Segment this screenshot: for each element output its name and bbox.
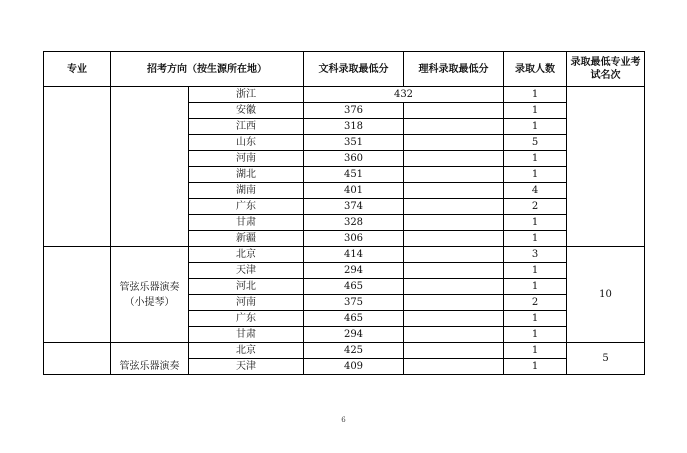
arts-score-cell: 360 (304, 151, 404, 167)
page-number: 6 (341, 416, 346, 424)
science-score-cell (404, 167, 504, 183)
science-score-cell (404, 215, 504, 231)
science-score-cell (404, 183, 504, 199)
count-cell: 1 (504, 151, 567, 167)
science-score-cell (404, 231, 504, 247)
science-score-cell (404, 327, 504, 343)
province-cell: 北京 (189, 343, 304, 359)
count-cell: 1 (504, 103, 567, 119)
count-cell: 1 (504, 119, 567, 135)
major-cell (44, 343, 111, 375)
count-cell: 1 (504, 215, 567, 231)
province-cell: 山东 (189, 135, 304, 151)
count-cell: 1 (504, 167, 567, 183)
merged-score-cell: 432 (304, 87, 504, 103)
arts-score-cell: 294 (304, 327, 404, 343)
province-cell: 安徽 (189, 103, 304, 119)
province-cell: 广东 (189, 199, 304, 215)
count-cell: 1 (504, 343, 567, 359)
count-cell: 2 (504, 199, 567, 215)
province-cell: 河南 (189, 295, 304, 311)
science-score-cell (404, 311, 504, 327)
science-score-cell (404, 199, 504, 215)
count-cell: 3 (504, 247, 567, 263)
science-score-cell (404, 135, 504, 151)
science-score-cell (404, 279, 504, 295)
science-score-cell (404, 103, 504, 119)
major-cell (44, 247, 111, 343)
table-row (44, 87, 645, 103)
science-score-cell (404, 263, 504, 279)
count-cell: 1 (504, 231, 567, 247)
header-admit-count: 录取人数 (504, 52, 567, 87)
province-cell: 湖北 (189, 167, 304, 183)
direction-cell: 管弦乐器演奏 (111, 343, 189, 375)
table-row (44, 247, 645, 263)
count-cell: 1 (504, 87, 567, 103)
province-cell: 新疆 (189, 231, 304, 247)
province-cell: 浙江 (189, 87, 304, 103)
header-min-rank: 录取最低专业考试名次 (567, 52, 645, 87)
arts-score-cell: 376 (304, 103, 404, 119)
arts-score-cell: 425 (304, 343, 404, 359)
count-cell: 1 (504, 359, 567, 375)
arts-score-cell: 401 (304, 183, 404, 199)
arts-score-cell: 375 (304, 295, 404, 311)
arts-score-cell: 465 (304, 311, 404, 327)
count-cell: 1 (504, 279, 567, 295)
count-cell: 5 (504, 135, 567, 151)
science-score-cell (404, 119, 504, 135)
count-cell: 1 (504, 311, 567, 327)
province-cell: 天津 (189, 263, 304, 279)
province-cell: 北京 (189, 247, 304, 263)
count-cell: 4 (504, 183, 567, 199)
arts-score-cell: 451 (304, 167, 404, 183)
table-row (44, 343, 645, 359)
rank-cell: 10 (567, 247, 645, 343)
arts-score-cell: 318 (304, 119, 404, 135)
arts-score-cell: 294 (304, 263, 404, 279)
province-cell: 河北 (189, 279, 304, 295)
direction-line: 管弦乐器演奏 (119, 281, 180, 293)
province-cell: 湖南 (189, 183, 304, 199)
rank-cell: 5 (567, 343, 645, 375)
province-cell: 江西 (189, 119, 304, 135)
header-row (44, 52, 645, 87)
arts-score-cell: 351 (304, 135, 404, 151)
rank-cell (567, 87, 645, 247)
header-arts-min-score: 文科录取最低分 (304, 52, 404, 87)
major-cell (44, 87, 111, 247)
direction-cell (111, 87, 189, 247)
count-cell: 2 (504, 295, 567, 311)
province-cell: 甘肃 (189, 215, 304, 231)
count-cell: 1 (504, 327, 567, 343)
science-score-cell (404, 359, 504, 375)
header-major: 专业 (44, 52, 111, 87)
arts-score-cell: 374 (304, 199, 404, 215)
province-cell: 广东 (189, 311, 304, 327)
province-cell: 河南 (189, 151, 304, 167)
direction-cell (111, 247, 189, 343)
province-cell: 甘肃 (189, 327, 304, 343)
science-score-cell (404, 247, 504, 263)
science-score-cell (404, 343, 504, 359)
arts-score-cell: 465 (304, 279, 404, 295)
direction-line: （小提琴） (124, 296, 175, 308)
admission-table (43, 51, 645, 375)
arts-score-cell: 328 (304, 215, 404, 231)
header-direction: 招考方向（按生源所在地） (111, 52, 304, 87)
count-cell: 1 (504, 263, 567, 279)
science-score-cell (404, 151, 504, 167)
province-cell: 天津 (189, 359, 304, 375)
header-science-min-score: 理科录取最低分 (404, 52, 504, 87)
science-score-cell (404, 295, 504, 311)
arts-score-cell: 409 (304, 359, 404, 375)
arts-score-cell: 306 (304, 231, 404, 247)
arts-score-cell: 414 (304, 247, 404, 263)
